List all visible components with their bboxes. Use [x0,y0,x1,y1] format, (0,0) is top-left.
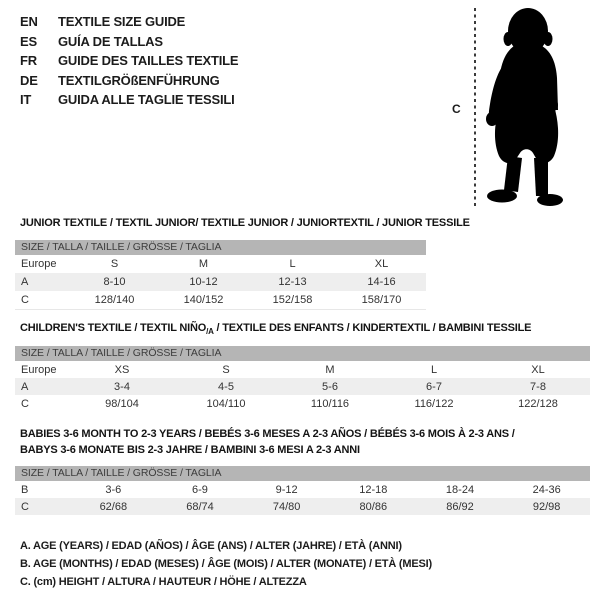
size-header-bar: SIZE / TALLA / TAILLE / GRÖSSE / TAGLIA [15,466,590,481]
cell: 10-12 [189,276,218,288]
cell: 7-8 [530,380,546,393]
cell: 158/170 [361,294,402,306]
language-code: IT [20,92,32,107]
cell: 128/140 [94,294,135,306]
language-row-en [20,12,238,32]
cell: 12-18 [359,483,388,496]
cell: 12-13 [278,276,307,288]
size-header-bar: SIZE / TALLA / TAILLE / GRÖSSE / TAGLIA [15,240,426,255]
language-text: TEXTILE SIZE GUIDE [58,14,186,29]
table-row [15,255,426,273]
row-label: C [21,294,29,306]
row-label: A [21,276,29,288]
cell: 122/128 [518,397,558,410]
row-label: C [21,397,29,410]
babies-table-title [20,426,580,458]
cell: L [430,363,438,376]
title-line: BABIES 3-6 MONTH TO 2-3 YEARS / BEBÉS 3-6 MESES A 2-3 AÑOS / BÉBÉS 3-6 MOIS À 2-3 ANS / [20,428,515,440]
row-label: Europe [21,363,57,376]
cell: XL [531,363,545,376]
table-row [15,481,590,498]
footnotes [20,537,432,591]
table-row [15,361,590,378]
language-row-de [20,71,238,91]
language-list [20,12,238,110]
table-row [15,273,426,291]
cell: XS [114,363,130,376]
children-size-table [15,346,590,412]
language-text: GUIDA ALLE TAGLIE TESSILI [58,92,235,107]
cell: 5-6 [322,380,338,393]
cell: 14-16 [367,276,396,288]
size-header-bar: SIZE / TALLA / TAILLE / GRÖSSE / TAGLIA [15,346,590,361]
cell: 104/110 [206,397,246,410]
row-label: Europe [21,258,57,270]
cell: M [325,363,335,376]
footnote-a: A. AGE (YEARS) / EDAD (AÑOS) / ÂGE (ANS) / ALTER (JAHRE) / ETÀ (ANNI) [20,540,402,552]
children-table-title [20,322,531,336]
title-part: CHILDREN'S TEXTILE / TEXTIL NIÑO [20,322,207,334]
cell: 98/104 [105,397,139,410]
row-label: A [21,380,29,393]
table-row [15,291,426,309]
cell: 80/86 [359,500,388,513]
cell: 116/122 [414,397,454,410]
footnote-b: B. AGE (MONTHS) / EDAD (MESES) / ÂGE (MOIS) / ALTER (MONATE) / ETÀ (MESI) [20,558,432,570]
cell: 86/92 [446,500,474,513]
language-code: ES [20,33,37,49]
cell: 6-7 [426,380,442,393]
language-text: GUIDE DES TAILLES TEXTILE [58,53,239,68]
language-code: FR [20,53,37,68]
cell: M [198,258,209,270]
language-code: EN [20,14,38,29]
cell: 8-10 [103,276,126,288]
row-label: C [21,500,29,513]
cell: 62/68 [99,500,128,513]
title-subscript: /A [206,327,214,337]
cell: 68/74 [186,500,214,513]
cell: 6-9 [192,483,208,496]
title-part: / TEXTILE DES ENFANTS / KINDERTEXTIL / BAMBINI TESSILE [213,322,532,334]
toddler-silhouette-icon [480,6,574,208]
cell: 152/158 [272,294,313,306]
language-text: TEXTILGRÖßENFÜHRUNG [58,72,220,88]
table-row [15,395,590,412]
table-row [15,498,590,515]
language-row-it [20,90,238,110]
junior-size-table [15,240,426,310]
cell: 4-5 [218,380,234,393]
cell: 74/80 [272,500,301,513]
cell: XL [374,258,389,270]
cell: 140/152 [183,294,224,306]
language-row-fr [20,51,238,71]
cell: 24-36 [532,483,561,496]
cell: 92/98 [532,500,561,513]
height-measure-label: C [452,102,461,116]
row-label: B [21,483,29,496]
cell: S [222,363,230,376]
cell: 9-12 [275,483,298,496]
height-measure-dashed-line [474,8,476,208]
cell: L [289,258,296,270]
junior-table-title: JUNIOR TEXTILE / TEXTIL JUNIOR/ TEXTILE JUNIOR / JUNIORTEXTIL / JUNIOR TESSILE [20,217,470,229]
language-row-es [20,32,238,52]
cell: 18-24 [445,483,475,496]
cell: S [110,258,119,270]
cell: 3-4 [114,380,130,393]
cell: 3-6 [105,483,122,496]
cell: 110/116 [310,397,350,410]
language-code: DE [20,72,38,88]
babies-size-table [15,466,590,515]
footnote-c: C. (cm) HEIGHT / ALTURA / HAUTEUR / HÖHE / ALTEZZA [20,576,307,588]
language-text: GUÍA DE TALLAS [58,33,163,49]
title-line: BABYS 3-6 MONATE BIS 2-3 JAHRE / BAMBINI 3-6 MESI A 2-3 ANNI [20,444,360,456]
table-row [15,378,590,395]
